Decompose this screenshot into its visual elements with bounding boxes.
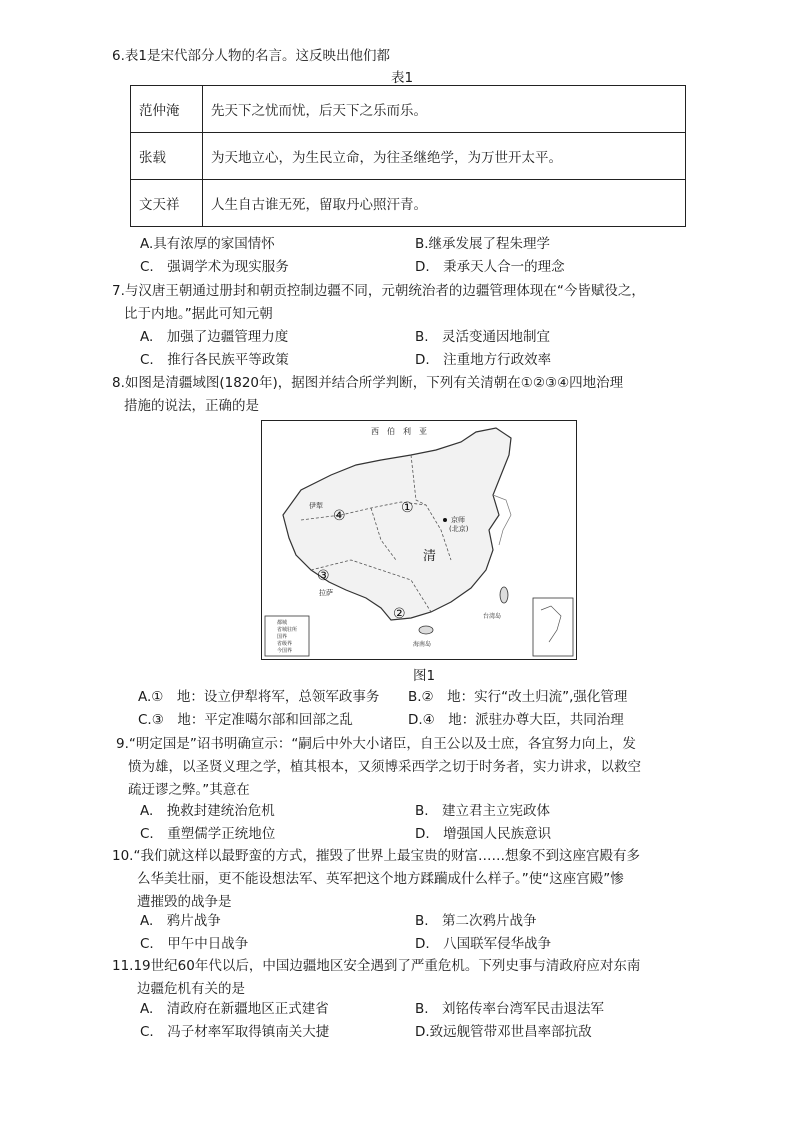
map-label-ili: 伊犁 (309, 502, 323, 510)
stem-line: 10.“我们就这样以最野蛮的方式，摧毁了世界上最宝贵的财富……想象不到这座宫殿有多 (112, 848, 640, 864)
option-b[interactable]: B. 建立君主立宪政体 (415, 803, 551, 819)
capital-marker-icon (443, 518, 447, 522)
legend-item: 省级界 (277, 641, 293, 647)
person-name: 范仲淹 (131, 86, 203, 133)
person-quote: 人生自古谁无死，留取丹心照汗青。 (203, 180, 686, 227)
question-6-options (140, 233, 700, 279)
option-a[interactable]: A. 鸦片战争 (140, 913, 221, 929)
option-b[interactable]: B. 第二次鸦片战争 (415, 913, 537, 929)
person-quote: 先天下之忧而忧，后天下之乐而乐。 (203, 86, 686, 133)
stem-line: 措施的说法，正确的是 (124, 398, 259, 414)
region-marker-3: ③ (317, 568, 330, 584)
option-c[interactable]: C. 甲午中日战争 (140, 936, 249, 952)
question-7-options (140, 326, 700, 372)
stem-line: 愤为雄，以圣贤义理之学，植其根本，又须博采西学之切于时务者，实力讲求，以救空 (128, 759, 641, 775)
map-label-capital-sub: (北京) (449, 525, 469, 533)
option-a[interactable]: A.具有浓厚的家国情怀 (140, 236, 275, 252)
option-d[interactable]: D. 注重地方行政效率 (415, 352, 552, 368)
legend-item: 省城驻所 (277, 627, 298, 633)
question-8-stem (112, 372, 702, 418)
option-c[interactable]: C. 强调学术为现实服务 (140, 259, 289, 275)
figure-1-caption: 图1 (412, 668, 436, 684)
map-label-hainan: 海南岛 (413, 641, 432, 648)
stem-line: 比于内地。”据此可知元朝 (124, 306, 273, 322)
stem-line: 9.“明定国是”诏书明确宣示：“嗣后中外大小诸臣，自王公以及士庶，各宜努力向上，发 (116, 736, 636, 752)
option-c[interactable]: C. 冯子材率军取得镇南关大捷 (140, 1024, 330, 1040)
question-9-options (140, 800, 700, 846)
stem-line: 边疆危机有关的是 (137, 981, 245, 997)
option-d[interactable]: D. 八国联军侵华战争 (415, 936, 552, 952)
table-row (131, 86, 686, 133)
option-d[interactable]: D.致远舰管带邓世昌率部抗敌 (415, 1024, 592, 1040)
question-11-stem (112, 955, 702, 1001)
question-7-stem (112, 280, 702, 326)
legend-item: 都城 (277, 620, 288, 626)
stem-line: 8.如图是清疆域图(1820年)，据图并结合所学判断，下列有关清朝在①②③④四地治理 (112, 375, 624, 391)
qing-territory-map (261, 420, 577, 660)
legend-item: 今国界 (277, 648, 293, 654)
person-quote: 为天地立心，为生民立命，为往圣继绝学，为万世开太平。 (203, 133, 686, 180)
option-b[interactable]: B. 灵活变通因地制宜 (415, 329, 551, 345)
option-c[interactable]: C.③ 地：平定准噶尔部和回部之乱 (138, 712, 353, 728)
stem-line: 疏迂谬之弊。”其意在 (128, 782, 250, 798)
table-row (131, 180, 686, 227)
region-marker-2: ② (393, 606, 406, 622)
region-marker-1: ① (401, 500, 414, 516)
question-10-stem (112, 845, 702, 914)
table-1-caption: 表1 (390, 70, 414, 86)
map-label-siberia: 西 伯 利 亚 (371, 427, 427, 436)
map-inset (533, 598, 573, 656)
taiwan-island (500, 587, 508, 603)
region-marker-4: ④ (333, 508, 346, 524)
person-name: 文天祥 (131, 180, 203, 227)
option-d[interactable]: D.④ 地：派驻办尊大臣，共同治理 (408, 712, 624, 728)
option-a[interactable]: A. 加强了边疆管理力度 (140, 329, 289, 345)
option-a[interactable]: A.① 地：设立伊犁将军，总领军政事务 (138, 689, 380, 705)
option-a[interactable]: A. 挽救封建统治危机 (140, 803, 275, 819)
question-9-stem (116, 733, 706, 802)
hainan-island (419, 626, 433, 634)
option-b[interactable]: B. 刘铭传率台湾军民击退法军 (415, 1001, 605, 1017)
option-a[interactable]: A. 清政府在新疆地区正式建省 (140, 1001, 329, 1017)
question-6-stem: 6.表1是宋代部分人物的名言。这反映出他们都 (112, 48, 390, 64)
stem-line: 7.与汉唐王朝通过册封和朝贡控制边疆不同，元朝统治者的边疆管理体现在“今皆赋役之， (112, 283, 645, 299)
question-11-options (140, 998, 700, 1044)
map-label-capital: 京师 (451, 516, 465, 524)
table-row (131, 133, 686, 180)
stem-line: 遭摧毁的战争是 (137, 894, 232, 910)
option-b[interactable]: B.继承发展了程朱理学 (415, 236, 551, 252)
map-label-qing: 清 (423, 549, 437, 564)
option-d[interactable]: D. 秉承天人合一的理念 (415, 259, 565, 275)
option-d[interactable]: D. 增强国人民族意识 (415, 826, 552, 842)
table-1 (130, 85, 686, 227)
person-name: 张载 (131, 133, 203, 180)
question-10-options (140, 910, 700, 956)
legend-item: 国界 (277, 634, 288, 640)
option-c[interactable]: C. 重塑儒学正统地位 (140, 826, 276, 842)
stem-line: 11.19世纪60年代以后，中国边疆地区安全遇到了严重危机。下列史事与清政府应对东南 (112, 958, 641, 974)
stem-line: 么华美壮丽，更不能设想法军、英军把这个地方蹂躏成什么样子。”使“这座宫殿”惨 (137, 871, 624, 887)
option-c[interactable]: C. 推行各民族平等政策 (140, 352, 289, 368)
question-8-options (138, 686, 698, 732)
map-label-taiwan: 台湾岛 (483, 613, 502, 620)
option-b[interactable]: B.② 地：实行“改土归流”,强化管理 (408, 689, 628, 705)
map-label-lhasa: 拉萨 (319, 589, 333, 597)
